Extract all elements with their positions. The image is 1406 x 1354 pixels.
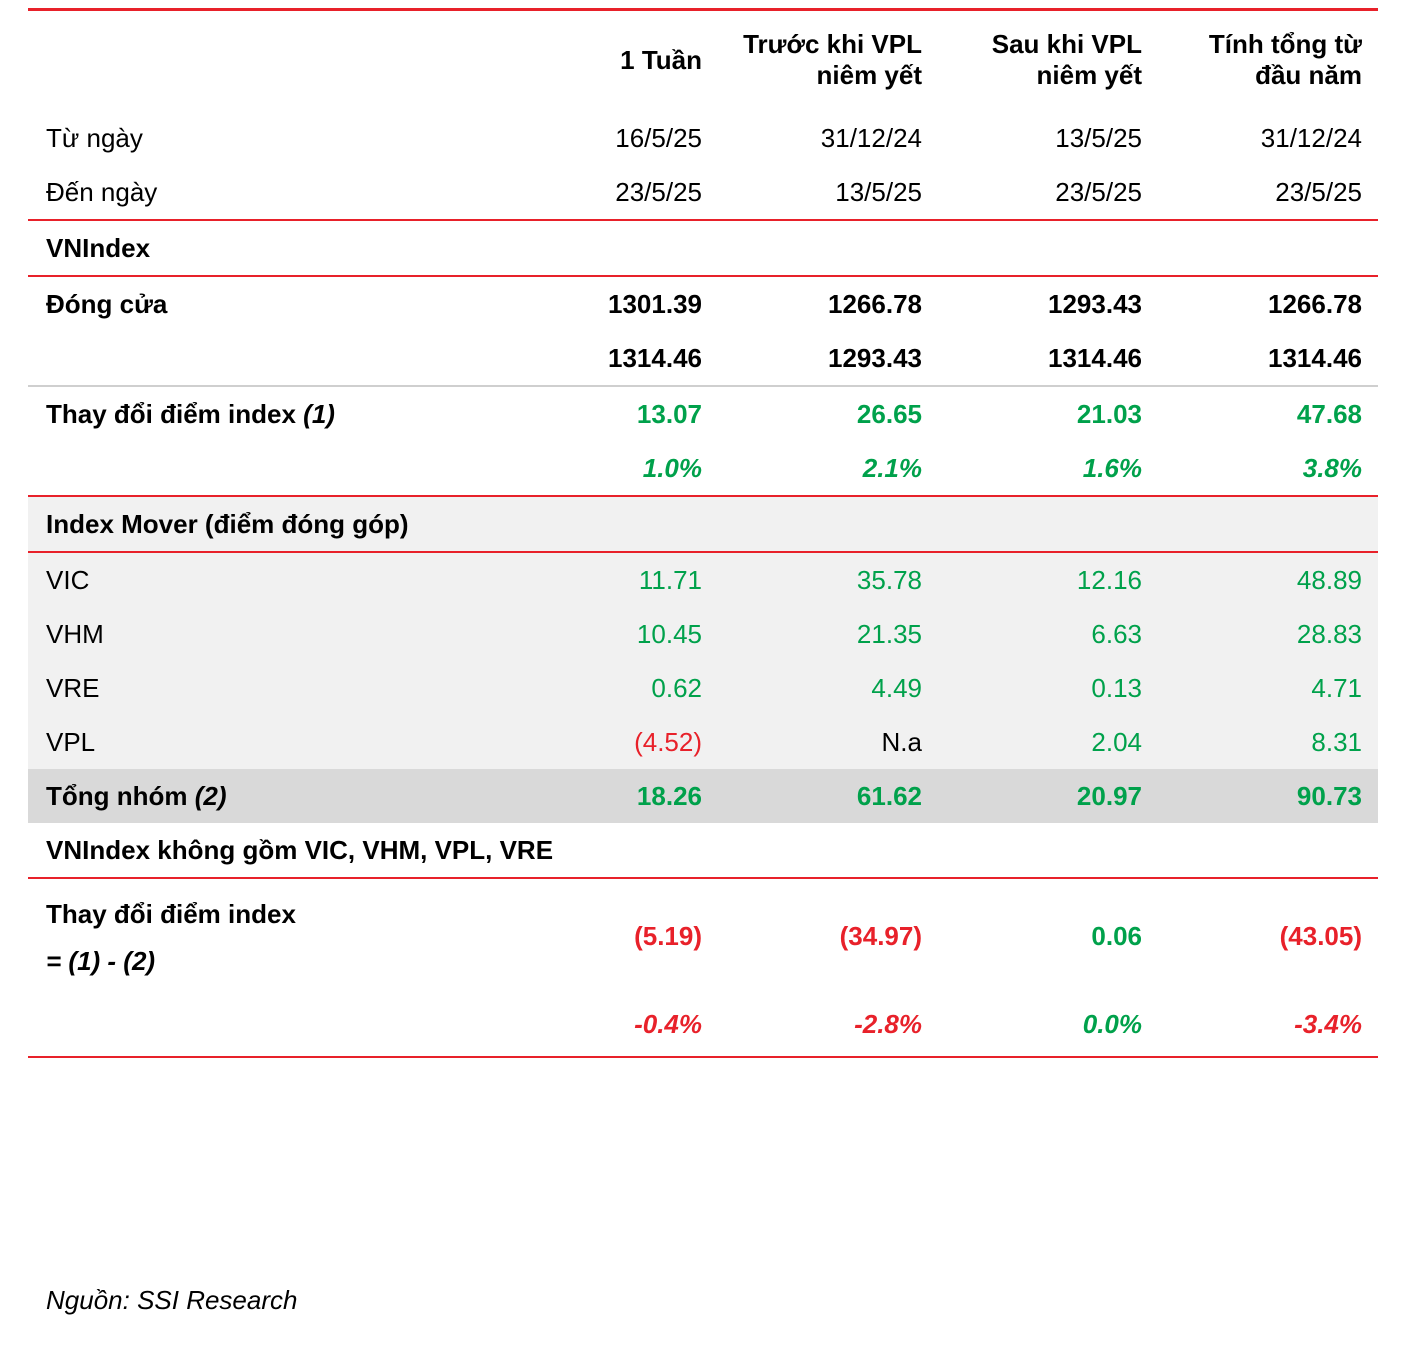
row-label-vpl: VPL [28,715,498,769]
row-label-den-ngay: Đến ngày [28,165,498,220]
den-ngay-col3: 23/5/25 [938,165,1158,220]
table-row-total [28,769,1378,823]
vre-col3: 0.13 [938,661,1158,715]
thay-doi-1-pct-col2: 2.1% [718,441,938,496]
section-header-vnindex-ex [28,823,1378,878]
vhm-col4: 28.83 [1158,607,1378,661]
header-label [28,10,498,112]
dong-cua-2-col2: 1293.43 [718,331,938,386]
thay-doi-2-col3: 0.06 [1091,920,1142,951]
den-ngay-col1: 23/5/25 [498,165,718,220]
section-label-vnindex: VNIndex [28,220,498,276]
row-label-dong-cua: Đóng cửa [46,288,168,319]
thay-doi-1-pct-col4: 3.8% [1158,441,1378,496]
row-label-tong-nhom [28,769,498,823]
table-row [28,878,1378,993]
table-row [28,994,1378,1057]
tu-ngay-col4: 31/12/24 [1260,122,1362,153]
tu-ngay-col3: 13/5/25 [1055,122,1142,153]
row-label-thay-doi-2-pct [28,994,498,1057]
table-sheet [0,8,1406,1354]
header-col-2: Trước khi VPL niêm yết [718,10,938,112]
section-spacer-2 [718,220,938,276]
thay-doi-1-col2: 26.65 [856,398,922,429]
table-header-row [28,10,1378,112]
thay-doi-2-pct-col4: -3.4% [1158,994,1378,1057]
thay-doi-2-pct-col3: 0.0% [938,994,1158,1057]
thay-doi-2-pct-col1: -0.4% [498,994,718,1057]
dong-cua-2-col1: 1314.46 [498,331,718,386]
vic-col2: 35.78 [718,552,938,607]
row-label-thay-doi-2 [28,878,498,993]
thay-doi-2-formula: = (1) - (2) [46,946,156,977]
vpl-col2: N.a [718,715,938,769]
den-ngay-col2: 13/5/25 [718,165,938,220]
tong-nhom-col2: 61.62 [718,769,938,823]
vic-col1: 11.71 [498,552,718,607]
row-label-dong-cua-2 [28,331,498,386]
section-label-index-mover: Index Mover (điểm đóng góp) [28,496,498,552]
den-ngay-col4: 23/5/25 [1158,165,1378,220]
vhm-col3: 6.63 [938,607,1158,661]
thay-doi-1-note: (1) [303,398,335,429]
table-row [28,552,1378,607]
section-spacer-3 [938,220,1158,276]
header-col-3: Sau khi VPL niêm yết [938,10,1158,112]
table-row [28,165,1378,220]
vic-col4: 48.89 [1158,552,1378,607]
row-label-thay-doi-1 [28,386,498,441]
table-row [28,441,1378,496]
table-row [28,607,1378,661]
section-spacer-4 [1158,220,1378,276]
row-label-vre: VRE [28,661,498,715]
row-label-vic: VIC [28,552,498,607]
vhm-col2: 21.35 [718,607,938,661]
vpl-col1: (4.52) [498,715,718,769]
thay-doi-1-text: Thay đổi điểm index [46,398,296,429]
section-label-vnindex-ex: VNIndex không gồm VIC, VHM, VPL, VRE [28,823,1378,878]
dong-cua-2-col3: 1314.46 [938,331,1158,386]
table-row [28,111,1378,165]
dong-cua-col2: 1266.78 [828,288,922,319]
vpl-col3: 2.04 [938,715,1158,769]
vic-col3: 12.16 [938,552,1158,607]
index-mover-spacer-2 [718,496,938,552]
thay-doi-2-text: Thay đổi điểm index [46,899,296,930]
section-header-vnindex [28,220,1378,276]
index-mover-spacer-1 [498,496,718,552]
table-row [28,276,1378,331]
tu-ngay-col2: 31/12/24 [820,122,922,153]
index-mover-spacer-3 [938,496,1158,552]
row-label-tu-ngay: Từ ngày [46,122,143,153]
thay-doi-1-col1: 13.07 [636,398,702,429]
table-row [28,715,1378,769]
vre-col1: 0.62 [498,661,718,715]
vre-col4: 4.71 [1158,661,1378,715]
tong-nhom-col1: 18.26 [498,769,718,823]
row-label-vhm: VHM [28,607,498,661]
table-row [28,331,1378,386]
dong-cua-col4: 1266.78 [1268,288,1362,319]
thay-doi-1-col4: 47.68 [1296,398,1362,429]
header-col-1: 1 Tuần [498,10,718,112]
section-spacer-1 [498,220,718,276]
table-row [28,386,1378,441]
table-row [28,661,1378,715]
tong-nhom-col4: 90.73 [1158,769,1378,823]
thay-doi-2-col1: (5.19) [634,920,702,951]
tong-nhom-note: (2) [194,780,227,811]
dong-cua-2-col4: 1314.46 [1158,331,1378,386]
financial-table [28,8,1378,1058]
section-header-index-mover [28,496,1378,552]
tong-nhom-col3: 20.97 [938,769,1158,823]
tong-nhom-text: Tổng nhóm [46,780,188,811]
thay-doi-1-pct-col3: 1.6% [938,441,1158,496]
thay-doi-2-col2: (34.97) [839,920,922,951]
vhm-col1: 10.45 [498,607,718,661]
thay-doi-2-pct-col2: -2.8% [718,994,938,1057]
header-col-4: Tính tổng từ đầu năm [1158,10,1378,112]
thay-doi-1-pct-col1: 1.0% [498,441,718,496]
row-label-thay-doi-1-pct [28,441,498,496]
source-note: Nguồn: SSI Research [46,1285,298,1315]
dong-cua-col3: 1293.43 [1048,288,1142,319]
dong-cua-col1: 1301.39 [608,288,702,319]
thay-doi-2-col4: (43.05) [1279,920,1362,951]
vpl-col4: 8.31 [1158,715,1378,769]
index-mover-spacer-4 [1158,496,1378,552]
vre-col2: 4.49 [718,661,938,715]
thay-doi-1-col3: 21.03 [1076,398,1142,429]
tu-ngay-col1: 16/5/25 [615,122,702,153]
